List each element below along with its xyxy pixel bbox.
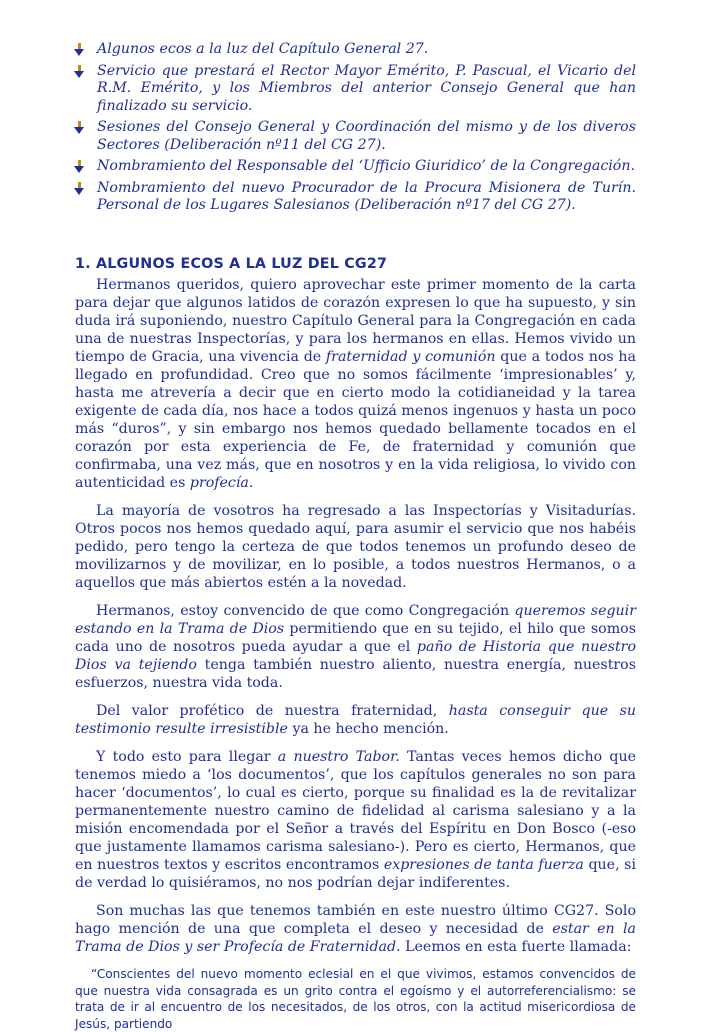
- emphasis-text: a nuestro Tabor.: [277, 749, 400, 765]
- list-item-text: Nombramiento del nuevo Procurador de la Procura Misionera de Turín. Personal de los Lugares Salesianos (Deliberación nº17 del CG 27).: [97, 179, 636, 213]
- arrow-down-bullet-icon: [74, 65, 85, 79]
- paragraph: Hermanos queridos, quiero aprovechar este primer momento de la carta para dejar que algunos latidos de corazón expresen lo que ha supuesto, y sin duda irá suponiendo, nuestro Capítulo General para la Congregación en cada una de nuestras Inspectorías, y para los hermanos en ellas. Hemos vivido un tiempo de Gracia, una vivencia de fraternidad y comunión que a todos nos ha llegado en profundidad. Creo que no somos fácilmente ‘impresionables’ y, hasta me atrevería a decir que en cierto modo la cotidianeidad y la tarea exigente de cada día, nos hace a todos quizá menos ingenuos y hasta un poco más “duros”, y sin embargo nos hemos quedado bellamente tocados en el corazón por esta experiencia de Fe, de fraternidad y comunión que confirmaba, una vez más, que en nosotros y en la vida religiosa, lo vivido con autenticidad es profecía.: [75, 277, 637, 491]
- emphasis-text: fraternidad y comunión: [325, 349, 496, 365]
- arrow-down-bullet-icon: [74, 182, 85, 196]
- list-item-text: Servicio que prestará el Rector Mayor Emérito, P. Pascual, el Vicario del R.M. Emérito, y los Miembros del anterior Consejo General que han finalizado su servicio.: [97, 62, 636, 114]
- section-number: 1.: [75, 256, 91, 272]
- section-title: ALGUNOS ECOS A LA LUZ DEL CG27: [95, 256, 388, 272]
- list-item: [74, 180, 636, 215]
- section-heading: [75, 256, 387, 272]
- paragraph: Y todo esto para llegar a nuestro Tabor. Tantas veces hemos dicho que tenemos miedo a ‘los documentos’, que los capítulos generales no son para hacer ‘documentos’, lo cual es cierto, porque su finalidad es la de revitalizar permanentemente nuestro camino de fidelidad al carisma salesiano y a la misión encomendada por el Señor a través del Espíritu en Don Bosco (-eso que justamente llamamos carisma salesiano-). Pero es cierto, Hermanos, que en nuestros textos y escritos encontramos expresiones de tanta fuerza que, si de verdad lo quisiéramos, no nos podrían dejar indiferentes.: [75, 749, 637, 891]
- emphasis-text: paño de Historia que nuestro Dios va tejiendo: [75, 639, 636, 673]
- list-item-text: Nombramiento del Responsable del ‘Ufficio Giuridico’ de la Congregación.: [97, 158, 635, 174]
- list-item: [74, 63, 636, 116]
- arrow-down-bullet-icon: [74, 160, 85, 174]
- list-item: [74, 119, 636, 154]
- arrow-down-bullet-icon: [74, 121, 85, 135]
- list-item-text: Algunos ecos a la luz del Capítulo General 27.: [97, 41, 429, 57]
- block-quote: “Conscientes del nuevo momento eclesial en el que vivimos, estamos convencidos de que nuestra vida consagrada es un grito contra el egoísmo y el autorreferencialismo: se trata de ir al encuentro de los necesitados, de los otros, con la actitud misericordiosa de Jesús, partiendo: [75, 967, 636, 1031]
- arrow-down-bullet-icon: [74, 43, 85, 57]
- summary-list: [74, 41, 636, 219]
- list-item-text: Sesiones del Consejo General y Coordinación del mismo y de los diveros Sectores (Deliberación nº11 del CG 27).: [97, 119, 636, 153]
- emphasis-text: profecía.: [189, 475, 254, 491]
- list-item: [74, 158, 636, 176]
- emphasis-text: hasta conseguir que su testimonio resulte irresistible: [75, 703, 636, 737]
- emphasis-text: expresiones de tanta fuerza: [383, 857, 584, 873]
- emphasis-text: estar en la Trama de Dios y ser Profecía de Fraternidad.: [75, 921, 636, 955]
- list-item: [74, 41, 636, 59]
- paragraph: Son muchas las que tenemos también en este nuestro último CG27. Solo hago mención de una que completa el deseo y necesidad de estar en la Trama de Dios y ser Profecía de Fraternidad. Leemos en esta fuerte llamada:: [75, 903, 636, 955]
- paragraph: La mayoría de vosotros ha regresado a las Inspectorías y Visitadurías. Otros pocos nos hemos quedado aquí, para asumir el servicio que nos habéis pedido, pero tengo la certeza de que todos tenemos un profundo deseo de movilizarnos y de movilizar, en lo posible, a todos nuestros Hermanos, o a aquellos que más abiertos estén a la novedad.: [75, 503, 636, 591]
- emphasis-text: queremos seguir estando en la Trama de Dios: [75, 603, 637, 637]
- paragraph: Hermanos, estoy convencido de que como Congregación queremos seguir estando en la Trama de Dios permitiendo que en su tejido, el hilo que somos cada uno de nosotros pueda ayudar a que el paño de Historia que nuestro Dios va tejiendo tenga también nuestro aliento, nuestra energía, nuestros esfuerzos, nuestra vida toda.: [75, 603, 637, 691]
- body-text: [75, 276, 636, 1032]
- paragraph: Del valor profético de nuestra fraternidad, hasta conseguir que su testimonio resulte irresistible ya he hecho mención.: [75, 703, 636, 737]
